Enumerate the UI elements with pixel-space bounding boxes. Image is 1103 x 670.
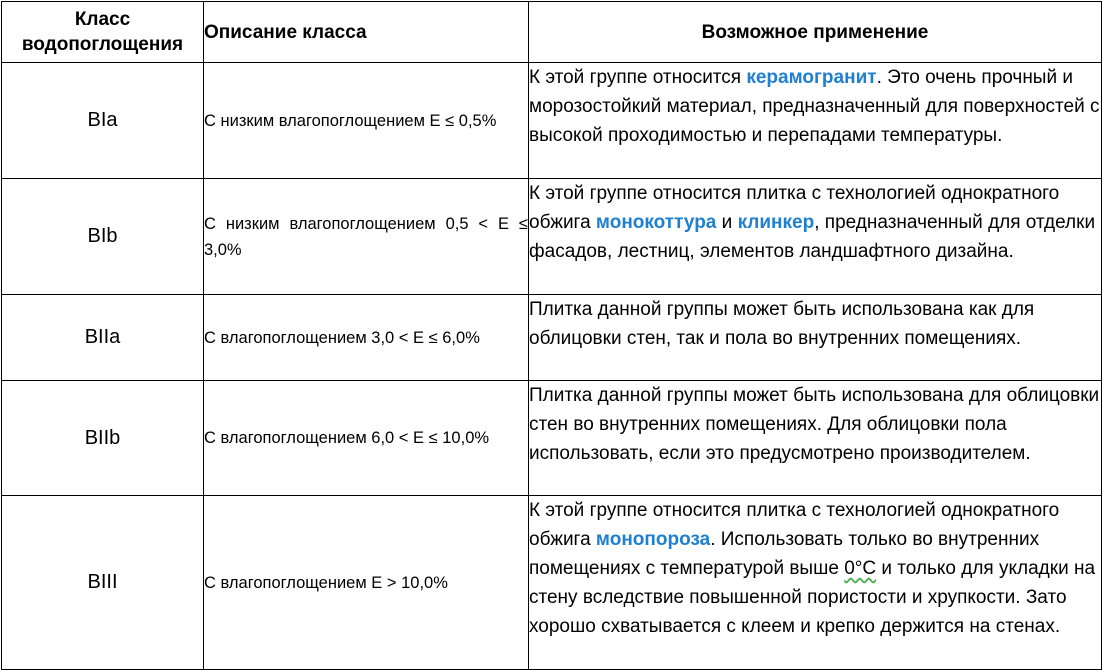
app-text: Плитка данной группы может быть использована для облицовки стен во внутренних помещениях. Для облицовки пола использовать, если это предусмотрено производителем. <box>529 385 1100 464</box>
application-cell <box>529 496 1102 670</box>
app-text: Плитка данной группы может быть использована как для облицовки стен, так и пола во внутренних помещениях. <box>529 299 1035 349</box>
header-row <box>2 2 1102 63</box>
term-highlight: клинкер <box>737 212 815 233</box>
table-row <box>2 295 1102 381</box>
water-absorption-table <box>1 1 1102 670</box>
temperature-text: 0°С <box>844 558 877 579</box>
table-row <box>2 381 1102 496</box>
app-text: , предназначенный для отделки фасадов, лестниц, элементов ландшафтного дизайна. <box>529 212 1096 262</box>
application-cell <box>529 179 1102 295</box>
term-highlight: монокоттура <box>595 212 717 233</box>
description-cell: С влагопоглощением 6,0 < E ≤ 10,0% <box>204 381 529 496</box>
header-class: Класс водопоглощения <box>2 2 204 63</box>
header-application: Возможное применение <box>529 2 1102 63</box>
class-cell: BIII <box>2 496 204 670</box>
app-text: и <box>716 212 738 233</box>
app-text: К этой группе относится плитка с технологией однократного обжига <box>529 500 1060 550</box>
app-text: К этой группе относится плитка с технологией однократного обжига <box>529 183 1060 233</box>
class-cell: BIIb <box>2 381 204 496</box>
class-cell: BIIa <box>2 295 204 381</box>
term-highlight: керамогранит <box>746 67 877 88</box>
header-description: Описание класса <box>204 2 529 63</box>
table-row <box>2 179 1102 295</box>
application-cell <box>529 63 1102 179</box>
app-text: К этой группе относится <box>529 67 747 88</box>
class-cell: BIb <box>2 179 204 295</box>
class-cell: BIa <box>2 63 204 179</box>
description-cell: С низким влагопоглощением 0,5 < E ≤ 3,0% <box>204 179 529 295</box>
term-highlight: монопороза <box>595 529 711 550</box>
table-row <box>2 63 1102 179</box>
app-text: . Это очень прочный и морозостойкий материал, предназначенный для поверхностей с высокой проходимостью и перепадами температуры. <box>529 67 1100 146</box>
application-cell <box>529 381 1102 496</box>
description-cell: С влагопоглощением E > 10,0% <box>204 496 529 670</box>
application-cell <box>529 295 1102 381</box>
description-cell: С влагопоглощением 3,0 < E ≤ 6,0% <box>204 295 529 381</box>
table-row <box>2 496 1102 670</box>
app-text: . Использовать только во внутренних помещениях с температурой выше <box>529 529 1040 579</box>
description-cell: С низким влагопоглощением E ≤ 0,5% <box>204 63 529 179</box>
app-text: и только для укладки на стену вследствие повышенной пористости и хрупкости. Зато хорошо схватывается с клеем и крепко держится на стенах. <box>529 558 1096 637</box>
